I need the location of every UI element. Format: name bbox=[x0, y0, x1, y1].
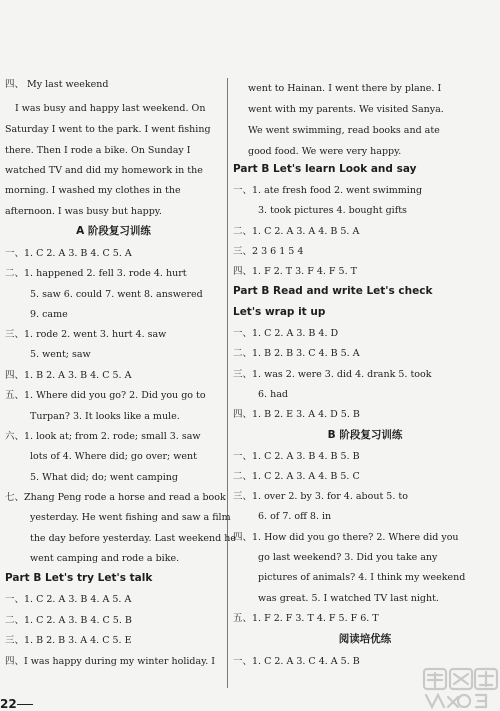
answer-line: 一、1. ate fresh food 2. went swimming bbox=[233, 185, 423, 196]
section-heading: Part B Read and write Let's check bbox=[233, 285, 433, 297]
text-line: watched TV and did my homework in the bbox=[5, 165, 203, 176]
answer-line: 一、1. C 2. A 3. B 4. B 5. B bbox=[233, 451, 360, 462]
footer-rule bbox=[17, 704, 33, 705]
section-heading: Part B Let's learn Look and say bbox=[233, 163, 417, 175]
answer-line: 五、1. Where did you go? 2. Did you go to bbox=[5, 390, 206, 401]
page-number: 22 bbox=[0, 697, 17, 711]
section-heading: 阅读培优练 bbox=[338, 633, 392, 645]
answer-line: 9. came bbox=[30, 309, 68, 320]
text-line: went to Hainan. I went there by plane. I bbox=[248, 83, 442, 94]
section-heading: Let's wrap it up bbox=[233, 306, 326, 318]
text-line: I was busy and happy last weekend. On bbox=[15, 103, 206, 114]
answer-line: 五、1. F 2. F 3. T 4. F 5. F 6. T bbox=[233, 613, 379, 624]
answer-line: was great. 5. I watched TV last night. bbox=[258, 593, 439, 604]
text-line: good food. We were very happy. bbox=[248, 146, 402, 157]
text-line: afternoon. I was busy but happy. bbox=[5, 206, 162, 217]
answer-line: pictures of animals? 4. I think my weekend bbox=[258, 572, 466, 583]
section-heading: A 阶段复习训练 bbox=[76, 225, 151, 237]
answer-line: 二、1. C 2. A 3. A 4. B 5. C bbox=[233, 471, 360, 482]
answer-line: 四、1. F 2. T 3. F 4. F 5. T bbox=[233, 266, 357, 277]
answer-line: 三、1. B 2. B 3. A 4. C 5. E bbox=[5, 635, 132, 646]
text-line: went with my parents. We visited Sanya. bbox=[248, 104, 444, 115]
essay-title-line: 四、 My last weekend bbox=[5, 79, 109, 90]
answer-line: 七、Zhang Peng rode a horse and read a book bbox=[5, 492, 226, 503]
answer-line: 二、1. C 2. A 3. A 4. B 5. A bbox=[233, 226, 360, 237]
section-heading: B 阶段复习训练 bbox=[327, 429, 403, 441]
answer-line: Turpan? 3. It looks like a mule. bbox=[30, 411, 180, 422]
answer-line: 三、2 3 6 1 5 4 bbox=[233, 246, 304, 257]
answer-line: 6. had bbox=[258, 389, 288, 400]
section-heading: Part B Let's try Let's talk bbox=[5, 572, 153, 584]
answer-line: went camping and rode a bike. bbox=[30, 553, 180, 564]
answer-line: 三、1. over 2. by 3. for 4. about 5. to bbox=[233, 491, 408, 502]
answer-line: 一、1. C 2. A 3. B 4. C 5. A bbox=[5, 248, 132, 259]
answer-line: 一、1. C 2. A 3. B 4. D bbox=[233, 328, 339, 339]
text-line: morning. I washed my clothes in the bbox=[5, 185, 181, 196]
answer-line: yesterday. He went fishing and saw a film bbox=[30, 512, 231, 523]
answer-line: 二、1. B 2. B 3. C 4. B 5. A bbox=[233, 348, 360, 359]
answer-line: 3. took pictures 4. bought gifts bbox=[258, 205, 407, 216]
answer-line: 一、1. C 2. A 3. C 4. A 5. B bbox=[233, 656, 360, 667]
text-line: We went swimming, read books and ate bbox=[248, 125, 440, 136]
answer-line: 一、1. C 2. A 3. B 4. A 5. A bbox=[5, 594, 132, 605]
answer-line: 四、1. B 2. A 3. B 4. C 5. A bbox=[5, 370, 132, 381]
answer-line: 二、1. happened 2. fell 3. rode 4. hurt bbox=[5, 268, 187, 279]
answer-line: lots of 4. Where did; go over; went bbox=[30, 451, 197, 462]
answer-line: 二、1. C 2. A 3. B 4. C 5. B bbox=[5, 615, 132, 626]
answer-line: go last weekend? 3. Did you take any bbox=[258, 552, 438, 563]
answer-line: the day before yesterday. Last weekend he bbox=[30, 533, 236, 544]
answer-line: 三、1. was 2. were 3. did 4. drank 5. took bbox=[233, 369, 432, 380]
answer-line: 5. What did; do; went camping bbox=[30, 472, 178, 483]
text-line: there. Then I rode a bike. On Sunday I bbox=[5, 145, 191, 156]
answer-line: 6. of 7. off 8. in bbox=[258, 511, 332, 522]
answer-line: 四、I was happy during my winter holiday. I bbox=[5, 656, 216, 667]
answer-line: 六、1. look at; from 2. rode; small 3. saw bbox=[5, 431, 201, 442]
column-divider bbox=[227, 78, 228, 688]
answer-line: 四、1. B 2. E 3. A 4. D 5. B bbox=[233, 409, 360, 420]
answer-line: 四、1. How did you go there? 2. Where did you bbox=[233, 532, 459, 543]
answer-line: 5. saw 6. could 7. went 8. answered bbox=[30, 289, 203, 300]
answer-line: 三、1. rode 2. went 3. hurt 4. saw bbox=[5, 329, 167, 340]
watermark-logo-icon bbox=[420, 665, 500, 711]
answer-line: 5. went; saw bbox=[30, 349, 91, 360]
text-line: Saturday I went to the park. I went fishing bbox=[5, 124, 211, 135]
